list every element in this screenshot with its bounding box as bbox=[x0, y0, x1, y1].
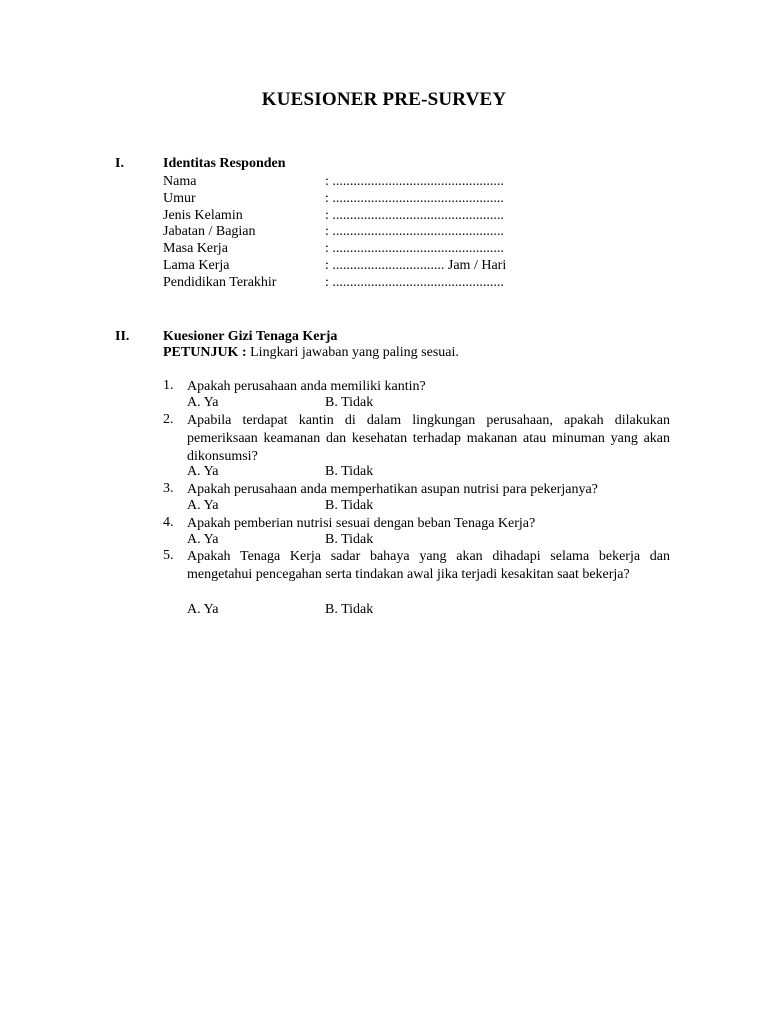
field-blank: : ................................................. bbox=[325, 224, 504, 239]
field-label: Masa Kerja bbox=[163, 241, 228, 256]
option-b: B. Tidak bbox=[325, 464, 374, 479]
field-blank: : ................................................. bbox=[325, 275, 504, 290]
instruction bbox=[163, 345, 459, 361]
question-text: Apabila terdapat kantin di dalam lingkungan perusahaan, apakah dilakukan pemeriksaan keamanan dan kesehatan terhadap makanan atau minuman yang akan dikonsumsi? bbox=[187, 413, 670, 464]
section-2-number: II. bbox=[115, 329, 130, 344]
question-number: 4. bbox=[163, 515, 174, 530]
option-a: A. Ya bbox=[187, 395, 219, 410]
option-b: B. Tidak bbox=[325, 602, 374, 617]
section-1-number: I. bbox=[115, 156, 124, 171]
option-a: A. Ya bbox=[187, 532, 219, 547]
question-text: Apakah perusahaan anda memiliki kantin? bbox=[187, 379, 426, 394]
option-b: B. Tidak bbox=[325, 532, 374, 547]
section-1-heading: Identitas Responden bbox=[163, 156, 286, 171]
option-a: A. Ya bbox=[187, 464, 219, 479]
question-number: 5. bbox=[163, 548, 174, 563]
field-label: Nama bbox=[163, 174, 197, 189]
section-2-heading: Kuesioner Gizi Tenaga Kerja bbox=[163, 329, 338, 344]
field-label: Jabatan / Bagian bbox=[163, 224, 256, 239]
instruction-text: Lingkari jawaban yang paling sesuai. bbox=[246, 345, 459, 360]
field-blank: : ................................................. bbox=[325, 191, 504, 206]
field-blank: : ................................ Jam / Hari bbox=[325, 258, 507, 273]
field-label: Lama Kerja bbox=[163, 258, 230, 273]
option-a: A. Ya bbox=[187, 602, 219, 617]
field-blank: : ................................................. bbox=[325, 208, 504, 223]
field-blank: : ................................................. bbox=[325, 174, 504, 189]
field-blank: : ................................................. bbox=[325, 241, 504, 256]
option-a: A. Ya bbox=[187, 498, 219, 513]
instruction-label: PETUNJUK : bbox=[163, 345, 247, 360]
field-label: Umur bbox=[163, 191, 196, 206]
question-number: 1. bbox=[163, 378, 174, 393]
question-text: Apakah Tenaga Kerja sadar bahaya yang akan dihadapi selama bekerja dan mengetahui pencegahan serta tindakan awal jika terjadi kesakitan saat bekerja? bbox=[187, 549, 670, 582]
question-text: Apakah pemberian nutrisi sesuai dengan beban Tenaga Kerja? bbox=[187, 516, 536, 531]
field-label: Pendidikan Terakhir bbox=[163, 275, 277, 290]
question-number: 3. bbox=[163, 481, 174, 496]
question-number: 2. bbox=[163, 412, 174, 427]
field-label: Jenis Kelamin bbox=[163, 208, 243, 223]
option-b: B. Tidak bbox=[325, 395, 374, 410]
option-b: B. Tidak bbox=[325, 498, 374, 513]
page-title: KUESIONER PRE-SURVEY bbox=[261, 89, 507, 110]
question-text: Apakah perusahaan anda memperhatikan asupan nutrisi para pekerjanya? bbox=[187, 482, 598, 497]
